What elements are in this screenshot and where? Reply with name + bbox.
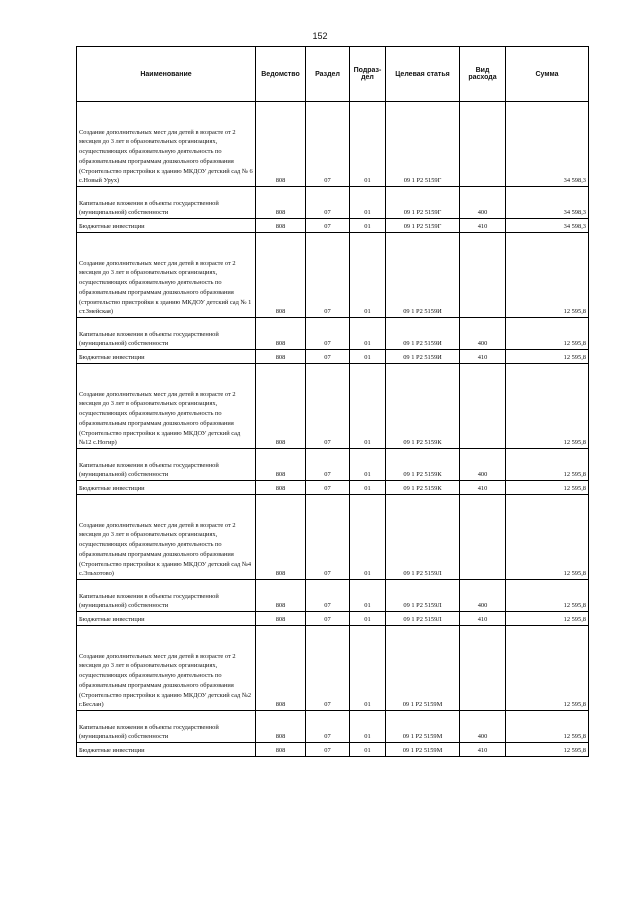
table-row <box>77 612 589 626</box>
cell-name: Создание дополнительных мест для детей в возрасте от 2 месяцев до 3 лет в образовательных организациях, осуществляющих образовательную деятельность по образовательным программам дошкольного образования (Строительство пристройки к зданию МКДОУ детский сад №12 с.Ногир) <box>77 364 256 449</box>
cell-subsection: 01 <box>350 187 386 219</box>
cell-sum: 12 595,8 <box>506 364 589 449</box>
budget-table <box>76 46 589 757</box>
cell-target: 09 1 P2 5159К <box>386 449 460 481</box>
cell-target: 09 1 P2 5159К <box>386 364 460 449</box>
cell-name: Создание дополнительных мест для детей в возрасте от 2 месяцев до 3 лет в образовательных организациях, осуществляющих образовательную деятельность по образовательным программам дошкольного образования (Строительство пристройки к зданию МКДОУ детский сад № 6 с.Новый Урух) <box>77 102 256 187</box>
cell-target: 09 1 P2 5159Л <box>386 612 460 626</box>
table-row <box>77 350 589 364</box>
cell-sum: 12 595,8 <box>506 318 589 350</box>
table-row <box>77 743 589 757</box>
cell-sum: 12 595,8 <box>506 612 589 626</box>
cell-target: 09 1 P2 5159М <box>386 743 460 757</box>
cell-section: 07 <box>306 219 350 233</box>
header-subsection: Подраз-дел <box>350 47 386 102</box>
cell-target: 09 1 P2 5159Г <box>386 219 460 233</box>
table-row <box>77 219 589 233</box>
cell-sum: 12 595,8 <box>506 350 589 364</box>
cell-name: Капитальные вложения в объекты государственной (муниципальной) собственности <box>77 711 256 743</box>
table-row <box>77 318 589 350</box>
cell-sum: 12 595,8 <box>506 481 589 495</box>
cell-section: 07 <box>306 233 350 318</box>
cell-name: Капитальные вложения в объекты государственной (муниципальной) собственности <box>77 580 256 612</box>
cell-section: 07 <box>306 364 350 449</box>
table-row <box>77 495 589 580</box>
cell-dept: 808 <box>256 318 306 350</box>
cell-dept: 808 <box>256 350 306 364</box>
cell-sum: 12 595,8 <box>506 580 589 612</box>
cell-sum: 12 595,8 <box>506 449 589 481</box>
cell-name: Капитальные вложения в объекты государственной (муниципальной) собственности <box>77 318 256 350</box>
cell-section: 07 <box>306 481 350 495</box>
cell-dept: 808 <box>256 449 306 481</box>
page-number: 152 <box>312 31 328 41</box>
cell-dept: 808 <box>256 219 306 233</box>
table-row <box>77 481 589 495</box>
cell-dept: 808 <box>256 711 306 743</box>
cell-name: Создание дополнительных мест для детей в возрасте от 2 месяцев до 3 лет в образовательных организациях, осуществляющих образовательную деятельность по образовательным программам дошкольного образования (Строительство пристройки к зданию МКДОУ детский сад №4 с.Эльхотово) <box>77 495 256 580</box>
cell-sum: 12 595,8 <box>506 626 589 711</box>
cell-target: 09 1 P2 5159К <box>386 481 460 495</box>
cell-exp-type: 400 <box>460 580 506 612</box>
cell-sum: 34 598,3 <box>506 102 589 187</box>
cell-name: Создание дополнительных мест для детей в возрасте от 2 месяцев до 3 лет в образовательных организациях, осуществляющих образовательную деятельность по образовательным программам дошкольного образования (строительство пристройки к зданию МКДОУ детский сад № 1 ст.Змейская) <box>77 233 256 318</box>
cell-exp-type <box>460 495 506 580</box>
cell-subsection: 01 <box>350 612 386 626</box>
cell-subsection: 01 <box>350 219 386 233</box>
table-row <box>77 364 589 449</box>
table-row <box>77 626 589 711</box>
cell-sum: 34 598,3 <box>506 187 589 219</box>
cell-target: 09 1 P2 5159И <box>386 233 460 318</box>
cell-section: 07 <box>306 187 350 219</box>
cell-subsection: 01 <box>350 711 386 743</box>
cell-exp-type: 410 <box>460 219 506 233</box>
cell-name: Создание дополнительных мест для детей в возрасте от 2 месяцев до 3 лет в образовательных организациях, осуществляющих образовательную деятельность по образовательным программам дошкольного образования (Строительство пристройки к зданию МКДОУ детский сад №2 г.Беслан) <box>77 626 256 711</box>
table-row <box>77 102 589 187</box>
cell-target: 09 1 P2 5159Л <box>386 495 460 580</box>
cell-section: 07 <box>306 350 350 364</box>
cell-target: 09 1 P2 5159М <box>386 626 460 711</box>
cell-dept: 808 <box>256 580 306 612</box>
cell-target: 09 1 P2 5159И <box>386 318 460 350</box>
cell-section: 07 <box>306 318 350 350</box>
cell-section: 07 <box>306 580 350 612</box>
cell-sum: 12 595,8 <box>506 743 589 757</box>
cell-section: 07 <box>306 743 350 757</box>
table-row <box>77 711 589 743</box>
cell-subsection: 01 <box>350 449 386 481</box>
cell-subsection: 01 <box>350 495 386 580</box>
cell-subsection: 01 <box>350 481 386 495</box>
cell-sum: 12 595,8 <box>506 711 589 743</box>
cell-exp-type <box>460 364 506 449</box>
header-dept: Ведомство <box>256 47 306 102</box>
cell-name: Капитальные вложения в объекты государственной (муниципальной) собственности <box>77 449 256 481</box>
cell-subsection: 01 <box>350 743 386 757</box>
table-body <box>77 102 589 757</box>
cell-subsection: 01 <box>350 318 386 350</box>
cell-dept: 808 <box>256 102 306 187</box>
cell-section: 07 <box>306 102 350 187</box>
header-target: Целевая статья <box>386 47 460 102</box>
table-row <box>77 580 589 612</box>
cell-section: 07 <box>306 612 350 626</box>
cell-dept: 808 <box>256 626 306 711</box>
cell-target: 09 1 P2 5159Г <box>386 187 460 219</box>
cell-name: Бюджетные инвестиции <box>77 219 256 233</box>
header-sum: Сумма <box>506 47 589 102</box>
cell-dept: 808 <box>256 364 306 449</box>
cell-exp-type: 400 <box>460 711 506 743</box>
cell-section: 07 <box>306 626 350 711</box>
cell-exp-type: 400 <box>460 449 506 481</box>
cell-target: 09 1 P2 5159И <box>386 350 460 364</box>
cell-exp-type: 410 <box>460 743 506 757</box>
cell-sum: 12 595,8 <box>506 233 589 318</box>
table-row <box>77 233 589 318</box>
cell-sum: 12 595,8 <box>506 495 589 580</box>
cell-exp-type: 400 <box>460 318 506 350</box>
cell-exp-type <box>460 102 506 187</box>
cell-exp-type <box>460 626 506 711</box>
cell-subsection: 01 <box>350 102 386 187</box>
cell-name: Бюджетные инвестиции <box>77 743 256 757</box>
cell-target: 09 1 P2 5159Г <box>386 102 460 187</box>
cell-name: Капитальные вложения в объекты государственной (муниципальной) собственности <box>77 187 256 219</box>
cell-dept: 808 <box>256 481 306 495</box>
cell-subsection: 01 <box>350 626 386 711</box>
cell-section: 07 <box>306 495 350 580</box>
cell-name: Бюджетные инвестиции <box>77 481 256 495</box>
cell-dept: 808 <box>256 187 306 219</box>
cell-name: Бюджетные инвестиции <box>77 350 256 364</box>
cell-dept: 808 <box>256 743 306 757</box>
cell-exp-type: 410 <box>460 481 506 495</box>
cell-exp-type: 410 <box>460 350 506 364</box>
cell-subsection: 01 <box>350 233 386 318</box>
cell-exp-type: 410 <box>460 612 506 626</box>
cell-dept: 808 <box>256 495 306 580</box>
cell-dept: 808 <box>256 233 306 318</box>
cell-dept: 808 <box>256 612 306 626</box>
cell-name: Бюджетные инвестиции <box>77 612 256 626</box>
cell-target: 09 1 P2 5159М <box>386 711 460 743</box>
cell-exp-type: 400 <box>460 187 506 219</box>
table-header-row <box>77 47 589 102</box>
cell-target: 09 1 P2 5159Л <box>386 580 460 612</box>
header-name: Наименование <box>77 47 256 102</box>
table-row <box>77 187 589 219</box>
cell-subsection: 01 <box>350 350 386 364</box>
header-section: Раздел <box>306 47 350 102</box>
cell-section: 07 <box>306 449 350 481</box>
header-exp-type: Вид расхода <box>460 47 506 102</box>
cell-subsection: 01 <box>350 580 386 612</box>
cell-subsection: 01 <box>350 364 386 449</box>
cell-section: 07 <box>306 711 350 743</box>
cell-sum: 34 598,3 <box>506 219 589 233</box>
cell-exp-type <box>460 233 506 318</box>
table-row <box>77 449 589 481</box>
